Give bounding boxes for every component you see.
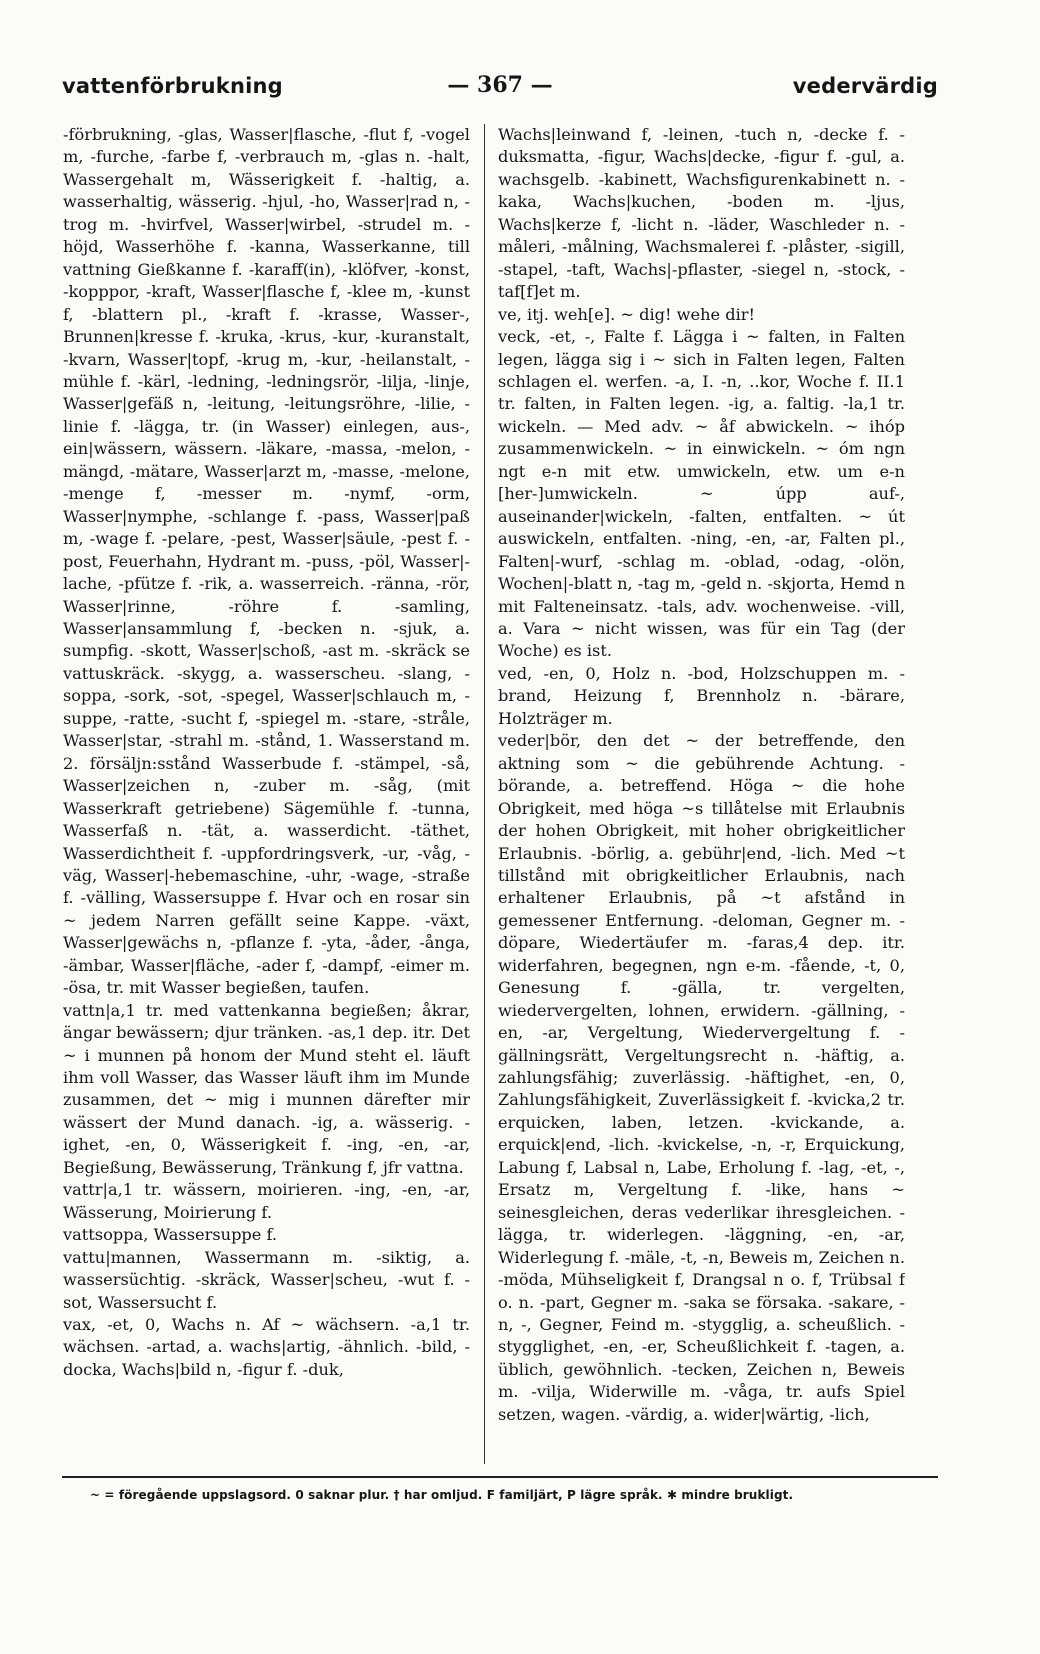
dictionary-entry: ve, itj. weh[e]. ~ dig! wehe dir!	[498, 304, 756, 324]
column-divider	[484, 124, 485, 1464]
dictionary-entry: vattn|a,1 tr. med vattenkanna begießen; åkrar, ängar bewässern; djur tränken. -as,1 dep. itr. Det ~ i munnen på honom der Mund steht el. läuft ihm voll Wasser, das Wasser läuft ihm im Munde zusammen, det ~ mig i munnen därefter mir wässert der Mund danach. -ig, a. wässerig. -ighet, -en, 0, Wässerigkeit f. -ing, -en, -ar, Begießung, Bewässerung, Tränkung f, jfr vattna.	[63, 1000, 470, 1177]
dictionary-entry: -förbrukning, -glas, Wasser|flasche, -flut f, -vogel m, -furche, -farbe f, -verbrauch m, -glas n. -halt, Wassergehalt m, Wässerigkeit f. -haltig, a. wasserhaltig, wässerig. -hjul, -ho, Wasser|rad n, -trog m. -hvirfvel, Wasser|wirbel, -strudel m. -höjd, Wasserhöhe f. -kanna, Wasserkanne, till vattning Gießkanne f. -karaff(in), -klöfver, -konst, -kopppor, -kraft, Wasser|flasche f, -klee m, -kunst f, -blattern pl., -kraft f. -krasse, Wasser-, Brunnen|kresse f. -kruka, -krus, -kur, -kuranstalt, -kvarn, Wasser|topf, -krug m, -kur, -heilanstalt, -mühle f. -kärl, -ledning, -ledningsrör, -lilja, -linje, Wasser|gefäß n, -leitung, -leitungsröhre, -lilie, -linie f. -lägga, tr. (in Wasser) einlegen, aus-, ein|wässern, wässern. -läkare, -massa, -melon, -mängd, -mätare, Wasser|arzt m, -masse, -melone, -menge f, -messer m. -nymf, -orm, Wasser|nymphe, -schlange f. -pass, Wasser|paß m, -wage f. -pelare, -pest, Wasser|säule, -pest f. -post, Feuerhahn, Hydrant m. -puss, -pöl, Wasser|-lache, -pfütze f. -rik, a. wasserreich. -ränna, -rör, Wasser|rinne, -röhre f. -samling, Wasser|ansammlung f, -becken n. -sjuk, a. sumpfig. -skott, Wasser|schoß, -ast m. -skräck se vattuskräck. -skygg, a. wasserscheu. -slang, -soppa, -sork, -sot, -spegel, Wasser|schlauch m, -suppe, -ratte, -sucht f, -spiegel m. -stare, -stråle, Wasser|star, -strahl m. -stånd, 1. Wasserstand m. 2. försäljn:sstånd Wasserbude f. -stämpel, -så, Wasser|zeichen n, -zuber m. -såg, (mit Wasserkraft getriebene) Sägemühle f. -tunna, Wasserfaß n. -tät, a. wasserdicht. -täthet, Wasserdichtheit f. -uppfordringsverk, -ur, -våg, -väg, Wasser|-hebemaschine, -uhr, -wage, -straße f. -välling, Wassersuppe f. Hvar och en rosar sin ~ jedem Narren gefällt seine Kappe. -växt, Wasser|gewächs n, -pflanze f. -yta, -åder, -ånga, -ämbar, Wasser|fläche, -ader f, -dampf, -eimer m. -ösa, tr. mit Wasser begießen, taufen.	[63, 125, 470, 998]
dictionary-entry: ved, -en, 0, Holz n. -bod, Holzschuppen m. -brand, Heizung f, Brennholz n. -bärare, Holzträger m.	[498, 663, 905, 728]
dictionary-entry: vattr|a,1 tr. wässern, moirieren. -ing, -en, -ar, Wässerung, Moirierung f.	[63, 1180, 470, 1222]
dictionary-entry: vattu|mannen, Wassermann m. -siktig, a. wassersüchtig. -skräck, Wasser|scheu, -wut f. -sot, Wassersucht f.	[63, 1247, 470, 1312]
dictionary-entry: vattsoppa, Wassersuppe f.	[63, 1225, 278, 1245]
footer-rule	[62, 1476, 938, 1478]
left-column	[63, 124, 470, 1469]
dictionary-entry: Wachs|leinwand f, -leinen, -tuch n, -decke f. -duksmatta, -figur, Wachs|decke, -figur f. -gul, a. wachsgelb. -kabinett, Wachsfigurenkabinett n. -kaka, Wachs|kuchen, -boden m. -ljus, Wachs|kerze f, -licht n. -läder, Waschleder n. -måleri, -målning, Wachsmalerei f. -plåster, -sigill, -stapel, -taft, Wachs|-pflaster, -siegel n, -stock, -taf[f]et m.	[498, 125, 905, 302]
page-header	[62, 72, 938, 106]
dictionary-entry: veck, -et, -, Falte f. Lägga i ~ falten, in Falten legen, lägga sig i ~ sich in Falten legen, Falten schlagen el. werfen. -a, I. -n, ..kor, Woche f. II.1 tr. falten, in Falten legen. -ig, a. faltig. -la,1 tr. wickeln. — Med adv. ~ åf abwickeln. ~ ihóp zusammenwickeln. ~ in einwickeln. ~ óm ngn ngt e-n mit etw. umwickeln, etw. um e-n [her-]umwickeln. ~ úpp auf-, auseinander|wickeln, -falten, entfalten. ~ út auswickeln, entfalten. -ning, -en, -ar, Falten pl., Falten|-wurf, -schlag m. -oblad, -odag, -olön, Wochen|-blatt n, -tag m, -geld n. -skjorta, Hemd n mit Falteneinsatz. -tals, adv. wochenweise. -vill, a. Vara ~ nicht wissen, was für ein Tag (der Woche) es ist.	[498, 327, 905, 661]
abbreviation-legend: ~ = föregående uppslagsord. 0 saknar plur. † har omljud. F familjärt, P lägre språk. ✱ mindre brukligt.	[90, 1488, 794, 1502]
dictionary-entry: vax, -et, 0, Wachs n. Af ~ wächsern. -a,1 tr. wächsen. -artad, a. wachs|artig, -ähnlich. -bild, -docka, Wachs|bild n, -figur f. -duk,	[63, 1315, 470, 1379]
left-headword: vattenförbrukning	[62, 74, 283, 98]
right-headword: vedervärdig	[792, 74, 938, 98]
dictionary-entry: veder|bör, den det ~ der betreffende, den aktning som ~ die gebührende Achtung. -börande, a. betreffend. Höga ~ die hohe Obrigkeit, med höga ~s tillåtelse mit Erlaubnis der hohen Obrigkeit, mit hoher obrigkeitlicher Erlaubnis. -börlig, a. gebühr|end, -lich. Med ~t tillstånd mit obrigkeitlicher Erlaubnis, nach erhaltener Erlaubnis, på ~t afstånd in gemessener Entfernung. -deloman, Gegner m. -döpare, Wiedertäufer m. -faras,4 dep. itr. widerfahren, begegnen, ngn e-m. -fående, -t, 0, Genesung f. -gälla, tr. vergelten, wiedervergelten, lohnen, erwidern. -gällning, -en, -ar, Vergeltung, Wiedervergeltung f. -gällningsrätt, Vergeltungsrecht n. -häftig, a. zahlungsfähig; zuverlässig. -häftighet, -en, 0, Zahlungsfähigkeit, Zuverlässigkeit f. -kvicka,2 tr. erquicken, laben, letzen. -kvickande, a. erquick|end, -lich. -kvickelse, -n, -r, Erquickung, Labung f, Labsal n, Labe, Erholung f. -lag, -et, -, Ersatz m, Vergeltung f. -like, hans ~ seinesgleichen, deras vederlikar ihresgleichen. -lägga, tr. widerlegen. -läggning, -en, -ar, Widerlegung f. -mäle, -t, -n, Beweis m, Zeichen n. -möda, Mühseligkeit f, Drangsal n o. f, Trübsal f o. n. -part, Gegner m. -saka se försaka. -sakare, -n, -, Gegner, Feind m. -stygglig, a. scheußlich. -stygglighet, -en, -er, Scheußlichkeit f. -tagen, a. üblich, gewöhnlich. -tecken, Zeichen n, Beweis m. -vilja, Widerwille m. -våga, tr. aufs Spiel setzen, wagen. -värdig, a. wider|wärtig, -lich,	[498, 731, 905, 1424]
right-column	[498, 124, 905, 1469]
page-number: — 367 —	[447, 72, 553, 98]
